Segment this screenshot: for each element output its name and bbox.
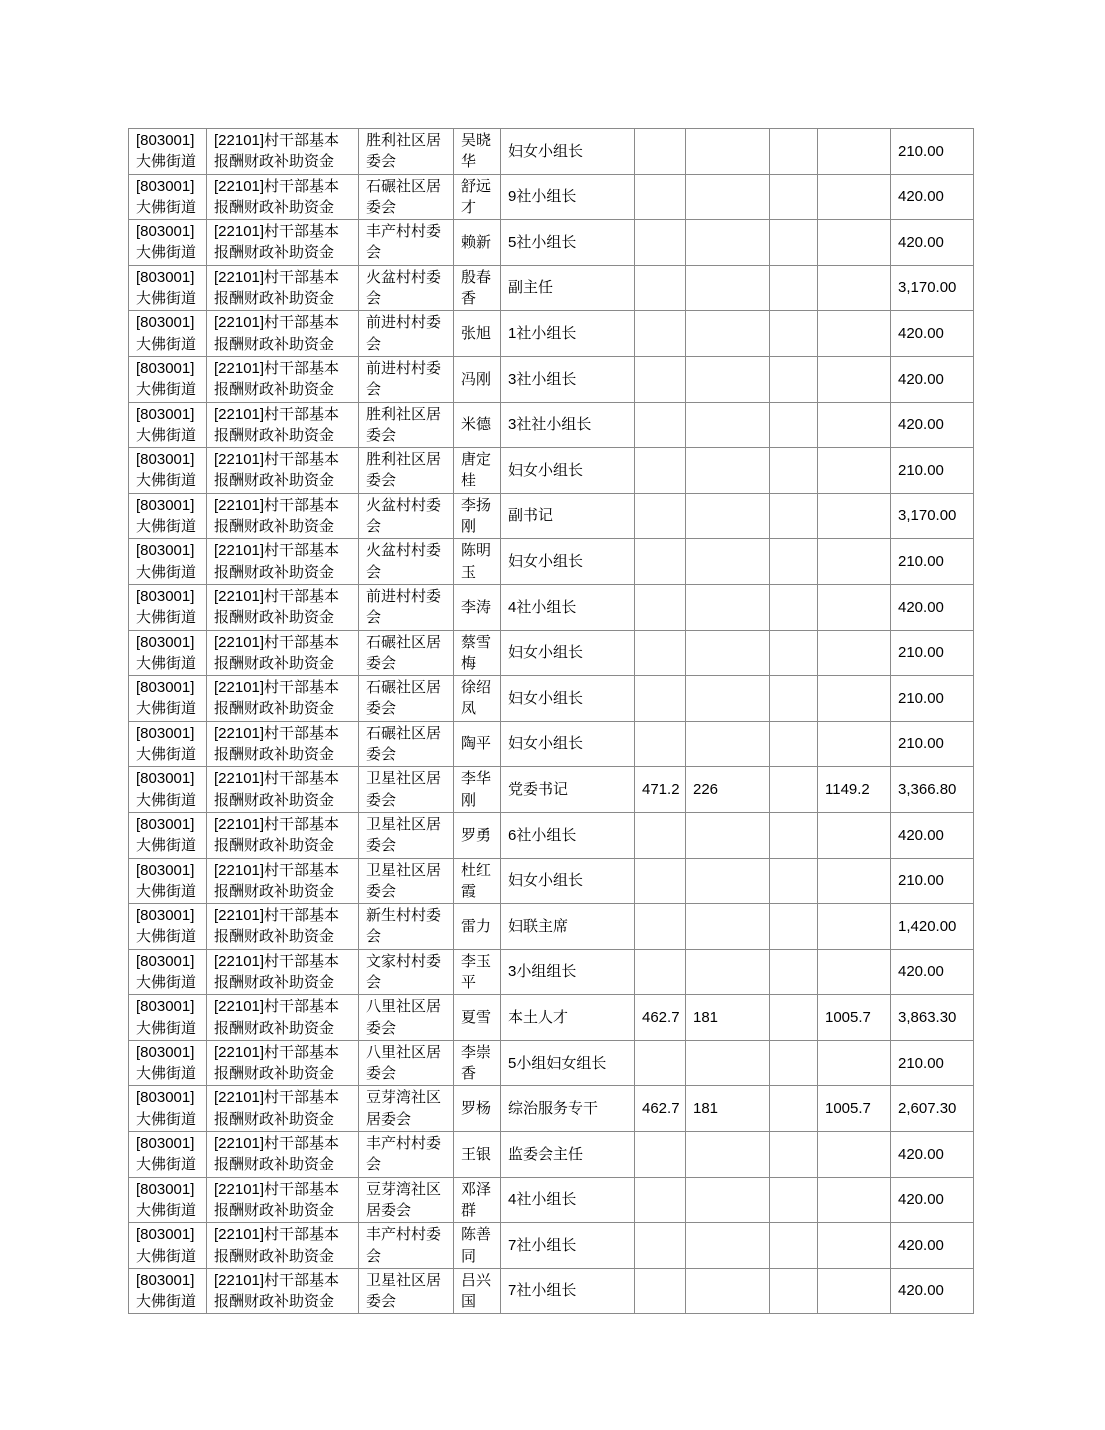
cell-amount: 210.00	[891, 1040, 974, 1086]
cell-project: [22101]村干部基本报酬财政补助资金	[207, 174, 359, 220]
cell-num3	[770, 265, 818, 311]
cell-num1	[635, 1132, 686, 1178]
table-row	[129, 949, 974, 995]
cell-amount: 3,366.80	[891, 767, 974, 813]
cell-num3	[770, 220, 818, 266]
table-row	[129, 448, 974, 494]
cell-num4	[818, 220, 891, 266]
cell-project: [22101]村干部基本报酬财政补助资金	[207, 356, 359, 402]
cell-amount: 210.00	[891, 858, 974, 904]
cell-num2: 226	[686, 767, 770, 813]
table-row	[129, 858, 974, 904]
cell-num2	[686, 174, 770, 220]
cell-num1	[635, 676, 686, 722]
cell-amount: 420.00	[891, 356, 974, 402]
cell-num3	[770, 904, 818, 950]
cell-project: [22101]村干部基本报酬财政补助资金	[207, 949, 359, 995]
cell-num1	[635, 265, 686, 311]
cell-num4	[818, 402, 891, 448]
cell-amount: 420.00	[891, 812, 974, 858]
cell-num2	[686, 129, 770, 175]
table-row	[129, 1268, 974, 1314]
cell-org: 卫星社区居委会	[359, 858, 454, 904]
cell-project: [22101]村干部基本报酬财政补助资金	[207, 1268, 359, 1314]
cell-amount: 420.00	[891, 949, 974, 995]
cell-num3	[770, 129, 818, 175]
cell-num4	[818, 904, 891, 950]
cell-person-name: 夏雪	[454, 995, 501, 1041]
cell-amount: 210.00	[891, 630, 974, 676]
cell-position: 4社小组长	[501, 1177, 635, 1223]
cell-dept: [803001]大佛街道	[129, 311, 207, 357]
cell-num1	[635, 448, 686, 494]
cell-person-name: 李涛	[454, 584, 501, 630]
cell-org: 豆芽湾社区居委会	[359, 1177, 454, 1223]
table-row	[129, 493, 974, 539]
cell-project: [22101]村干部基本报酬财政补助资金	[207, 539, 359, 585]
cell-num3	[770, 1086, 818, 1132]
cell-person-name: 吕兴国	[454, 1268, 501, 1314]
cell-org: 石碾社区居委会	[359, 174, 454, 220]
cell-num3	[770, 676, 818, 722]
cell-num4	[818, 721, 891, 767]
cell-dept: [803001]大佛街道	[129, 630, 207, 676]
cell-num4	[818, 812, 891, 858]
table-row	[129, 584, 974, 630]
cell-amount: 210.00	[891, 539, 974, 585]
cell-num1	[635, 311, 686, 357]
cell-org: 豆芽湾社区居委会	[359, 1086, 454, 1132]
cell-project: [22101]村干部基本报酬财政补助资金	[207, 630, 359, 676]
cell-num4	[818, 676, 891, 722]
cell-amount: 2,607.30	[891, 1086, 974, 1132]
cell-num2: 181	[686, 1086, 770, 1132]
cell-num1	[635, 584, 686, 630]
cell-num2	[686, 676, 770, 722]
cell-dept: [803001]大佛街道	[129, 174, 207, 220]
cell-num3	[770, 311, 818, 357]
cell-dept: [803001]大佛街道	[129, 1177, 207, 1223]
cell-project: [22101]村干部基本报酬财政补助资金	[207, 448, 359, 494]
cell-person-name: 邓泽群	[454, 1177, 501, 1223]
cell-num2	[686, 812, 770, 858]
cell-amount: 420.00	[891, 311, 974, 357]
cell-person-name: 蔡雪梅	[454, 630, 501, 676]
table-row	[129, 265, 974, 311]
cell-amount: 210.00	[891, 721, 974, 767]
cell-num2	[686, 265, 770, 311]
cell-position: 3小组组长	[501, 949, 635, 995]
cell-num3	[770, 356, 818, 402]
cell-num2	[686, 858, 770, 904]
cell-num4	[818, 174, 891, 220]
cell-position: 7社小组长	[501, 1223, 635, 1269]
cell-position: 妇女小组长	[501, 721, 635, 767]
cell-org: 石碾社区居委会	[359, 721, 454, 767]
cell-num4	[818, 129, 891, 175]
cell-num3	[770, 858, 818, 904]
cell-person-name: 殷春香	[454, 265, 501, 311]
cell-num1	[635, 1177, 686, 1223]
cell-num1	[635, 812, 686, 858]
cell-person-name: 唐定桂	[454, 448, 501, 494]
cell-dept: [803001]大佛街道	[129, 949, 207, 995]
cell-num4	[818, 493, 891, 539]
cell-amount: 420.00	[891, 1223, 974, 1269]
cell-dept: [803001]大佛街道	[129, 1086, 207, 1132]
cell-dept: [803001]大佛街道	[129, 904, 207, 950]
table-row	[129, 1223, 974, 1269]
cell-amount: 420.00	[891, 584, 974, 630]
cell-amount: 3,170.00	[891, 265, 974, 311]
cell-project: [22101]村干部基本报酬财政补助资金	[207, 676, 359, 722]
cell-dept: [803001]大佛街道	[129, 767, 207, 813]
table-row	[129, 1086, 974, 1132]
cell-position: 妇女小组长	[501, 448, 635, 494]
cell-person-name: 陈善同	[454, 1223, 501, 1269]
cell-num2	[686, 1268, 770, 1314]
cell-dept: [803001]大佛街道	[129, 265, 207, 311]
subsidy-detail-table	[128, 128, 974, 1314]
cell-position: 4社小组长	[501, 584, 635, 630]
cell-position: 3社社小组长	[501, 402, 635, 448]
cell-num4	[818, 1132, 891, 1178]
cell-num3	[770, 174, 818, 220]
cell-num4	[818, 949, 891, 995]
cell-project: [22101]村干部基本报酬财政补助资金	[207, 904, 359, 950]
cell-num4: 1149.2	[818, 767, 891, 813]
cell-project: [22101]村干部基本报酬财政补助资金	[207, 812, 359, 858]
cell-num4	[818, 448, 891, 494]
cell-dept: [803001]大佛街道	[129, 1132, 207, 1178]
cell-project: [22101]村干部基本报酬财政补助资金	[207, 995, 359, 1041]
cell-num1: 462.7	[635, 1086, 686, 1132]
table-row	[129, 356, 974, 402]
table-row	[129, 676, 974, 722]
cell-num4	[818, 630, 891, 676]
cell-position: 6社小组长	[501, 812, 635, 858]
cell-org: 火盆村村委会	[359, 265, 454, 311]
cell-org: 前进村村委会	[359, 584, 454, 630]
cell-amount: 1,420.00	[891, 904, 974, 950]
cell-org: 胜利社区居委会	[359, 129, 454, 175]
cell-num3	[770, 448, 818, 494]
cell-org: 石碾社区居委会	[359, 630, 454, 676]
cell-amount: 3,170.00	[891, 493, 974, 539]
table-row	[129, 630, 974, 676]
cell-amount: 420.00	[891, 1177, 974, 1223]
cell-dept: [803001]大佛街道	[129, 721, 207, 767]
cell-org: 火盆村村委会	[359, 539, 454, 585]
cell-project: [22101]村干部基本报酬财政补助资金	[207, 1223, 359, 1269]
cell-project: [22101]村干部基本报酬财政补助资金	[207, 1086, 359, 1132]
cell-num1	[635, 721, 686, 767]
cell-num2	[686, 356, 770, 402]
cell-dept: [803001]大佛街道	[129, 995, 207, 1041]
table-row	[129, 1040, 974, 1086]
cell-num4	[818, 1177, 891, 1223]
cell-num2	[686, 904, 770, 950]
cell-position: 妇联主席	[501, 904, 635, 950]
cell-dept: [803001]大佛街道	[129, 812, 207, 858]
cell-num3	[770, 539, 818, 585]
cell-num4	[818, 265, 891, 311]
cell-num3	[770, 721, 818, 767]
table-row	[129, 402, 974, 448]
cell-position: 妇女小组长	[501, 129, 635, 175]
cell-amount: 210.00	[891, 448, 974, 494]
cell-project: [22101]村干部基本报酬财政补助资金	[207, 402, 359, 448]
table-row	[129, 812, 974, 858]
cell-amount: 420.00	[891, 174, 974, 220]
cell-num4	[818, 539, 891, 585]
cell-person-name: 李扬刚	[454, 493, 501, 539]
table-row	[129, 311, 974, 357]
table-row	[129, 174, 974, 220]
cell-position: 妇女小组长	[501, 539, 635, 585]
cell-project: [22101]村干部基本报酬财政补助资金	[207, 584, 359, 630]
cell-person-name: 吴晓华	[454, 129, 501, 175]
cell-num1: 471.2	[635, 767, 686, 813]
cell-num4	[818, 1223, 891, 1269]
cell-position: 3社小组长	[501, 356, 635, 402]
cell-num4	[818, 1040, 891, 1086]
cell-num3	[770, 402, 818, 448]
cell-dept: [803001]大佛街道	[129, 129, 207, 175]
cell-num1	[635, 402, 686, 448]
cell-org: 丰产村村委会	[359, 1132, 454, 1178]
cell-num3	[770, 995, 818, 1041]
cell-project: [22101]村干部基本报酬财政补助资金	[207, 767, 359, 813]
cell-person-name: 罗杨	[454, 1086, 501, 1132]
table-row	[129, 1132, 974, 1178]
cell-position: 9社小组长	[501, 174, 635, 220]
cell-num3	[770, 1040, 818, 1086]
cell-amount: 3,863.30	[891, 995, 974, 1041]
cell-position: 妇女小组长	[501, 676, 635, 722]
cell-num2	[686, 949, 770, 995]
cell-org: 火盆村村委会	[359, 493, 454, 539]
cell-project: [22101]村干部基本报酬财政补助资金	[207, 311, 359, 357]
cell-num1	[635, 1268, 686, 1314]
cell-num4	[818, 311, 891, 357]
cell-num1	[635, 904, 686, 950]
cell-num2	[686, 402, 770, 448]
cell-position: 7社小组长	[501, 1268, 635, 1314]
table-row	[129, 539, 974, 585]
table-row	[129, 767, 974, 813]
cell-amount: 420.00	[891, 220, 974, 266]
cell-dept: [803001]大佛街道	[129, 676, 207, 722]
cell-project: [22101]村干部基本报酬财政补助资金	[207, 265, 359, 311]
cell-num3	[770, 812, 818, 858]
cell-position: 妇女小组长	[501, 858, 635, 904]
cell-org: 前进村村委会	[359, 311, 454, 357]
cell-dept: [803001]大佛街道	[129, 448, 207, 494]
cell-amount: 210.00	[891, 129, 974, 175]
cell-position: 5小组妇女组长	[501, 1040, 635, 1086]
cell-org: 卫星社区居委会	[359, 812, 454, 858]
cell-person-name: 王银	[454, 1132, 501, 1178]
cell-project: [22101]村干部基本报酬财政补助资金	[207, 1177, 359, 1223]
cell-num2	[686, 1177, 770, 1223]
cell-dept: [803001]大佛街道	[129, 356, 207, 402]
cell-org: 八里社区居委会	[359, 1040, 454, 1086]
cell-amount: 210.00	[891, 676, 974, 722]
cell-num2	[686, 1040, 770, 1086]
cell-num2	[686, 721, 770, 767]
cell-person-name: 雷力	[454, 904, 501, 950]
cell-num2: 181	[686, 995, 770, 1041]
cell-num4	[818, 858, 891, 904]
cell-num4	[818, 356, 891, 402]
cell-position: 党委书记	[501, 767, 635, 813]
cell-num1	[635, 858, 686, 904]
cell-dept: [803001]大佛街道	[129, 220, 207, 266]
cell-dept: [803001]大佛街道	[129, 539, 207, 585]
cell-num1	[635, 356, 686, 402]
table-row	[129, 904, 974, 950]
cell-num3	[770, 767, 818, 813]
cell-num3	[770, 949, 818, 995]
cell-dept: [803001]大佛街道	[129, 493, 207, 539]
cell-num4	[818, 584, 891, 630]
table-row	[129, 995, 974, 1041]
table-body	[129, 129, 974, 1314]
cell-person-name: 米德	[454, 402, 501, 448]
cell-org: 文家村村委会	[359, 949, 454, 995]
cell-dept: [803001]大佛街道	[129, 402, 207, 448]
cell-org: 新生村村委会	[359, 904, 454, 950]
cell-num1	[635, 1223, 686, 1269]
table-row	[129, 721, 974, 767]
cell-dept: [803001]大佛街道	[129, 1223, 207, 1269]
cell-num1	[635, 220, 686, 266]
cell-num2	[686, 1223, 770, 1269]
cell-num1	[635, 129, 686, 175]
cell-num3	[770, 630, 818, 676]
cell-num3	[770, 1268, 818, 1314]
table-row	[129, 220, 974, 266]
cell-position: 本土人才	[501, 995, 635, 1041]
cell-org: 石碾社区居委会	[359, 676, 454, 722]
cell-num2	[686, 311, 770, 357]
cell-position: 监委会主任	[501, 1132, 635, 1178]
cell-amount: 420.00	[891, 1268, 974, 1314]
cell-position: 副书记	[501, 493, 635, 539]
cell-amount: 420.00	[891, 402, 974, 448]
cell-num2	[686, 493, 770, 539]
cell-person-name: 陶平	[454, 721, 501, 767]
cell-person-name: 陈明玉	[454, 539, 501, 585]
cell-person-name: 徐绍凤	[454, 676, 501, 722]
cell-num2	[686, 584, 770, 630]
cell-num3	[770, 1132, 818, 1178]
cell-person-name: 李崇香	[454, 1040, 501, 1086]
cell-org: 胜利社区居委会	[359, 402, 454, 448]
cell-num4	[818, 1268, 891, 1314]
cell-person-name: 李玉平	[454, 949, 501, 995]
cell-person-name: 赖新	[454, 220, 501, 266]
cell-num4: 1005.7	[818, 995, 891, 1041]
cell-num2	[686, 448, 770, 494]
cell-position: 妇女小组长	[501, 630, 635, 676]
cell-amount: 420.00	[891, 1132, 974, 1178]
cell-dept: [803001]大佛街道	[129, 858, 207, 904]
cell-project: [22101]村干部基本报酬财政补助资金	[207, 721, 359, 767]
cell-project: [22101]村干部基本报酬财政补助资金	[207, 1040, 359, 1086]
cell-org: 丰产村村委会	[359, 1223, 454, 1269]
cell-num1	[635, 493, 686, 539]
cell-dept: [803001]大佛街道	[129, 1268, 207, 1314]
cell-num1	[635, 539, 686, 585]
cell-project: [22101]村干部基本报酬财政补助资金	[207, 1132, 359, 1178]
cell-dept: [803001]大佛街道	[129, 1040, 207, 1086]
cell-num1	[635, 174, 686, 220]
cell-num1	[635, 949, 686, 995]
cell-num1	[635, 1040, 686, 1086]
cell-org: 八里社区居委会	[359, 995, 454, 1041]
cell-org: 前进村村委会	[359, 356, 454, 402]
cell-num2	[686, 1132, 770, 1178]
cell-org: 丰产村村委会	[359, 220, 454, 266]
cell-dept: [803001]大佛街道	[129, 584, 207, 630]
cell-num3	[770, 1223, 818, 1269]
cell-org: 卫星社区居委会	[359, 767, 454, 813]
cell-person-name: 舒远才	[454, 174, 501, 220]
cell-num1: 462.7	[635, 995, 686, 1041]
cell-num2	[686, 630, 770, 676]
cell-person-name: 杜红霞	[454, 858, 501, 904]
cell-project: [22101]村干部基本报酬财政补助资金	[207, 220, 359, 266]
cell-org: 胜利社区居委会	[359, 448, 454, 494]
cell-project: [22101]村干部基本报酬财政补助资金	[207, 129, 359, 175]
cell-position: 副主任	[501, 265, 635, 311]
cell-person-name: 张旭	[454, 311, 501, 357]
cell-person-name: 罗勇	[454, 812, 501, 858]
cell-position: 5社小组长	[501, 220, 635, 266]
cell-org: 卫星社区居委会	[359, 1268, 454, 1314]
cell-num3	[770, 1177, 818, 1223]
cell-project: [22101]村干部基本报酬财政补助资金	[207, 493, 359, 539]
cell-project: [22101]村干部基本报酬财政补助资金	[207, 858, 359, 904]
table-row	[129, 1177, 974, 1223]
cell-num2	[686, 220, 770, 266]
cell-num3	[770, 584, 818, 630]
cell-person-name: 冯刚	[454, 356, 501, 402]
cell-num1	[635, 630, 686, 676]
cell-num4: 1005.7	[818, 1086, 891, 1132]
table-row	[129, 129, 974, 175]
cell-position: 综治服务专干	[501, 1086, 635, 1132]
cell-person-name: 李华刚	[454, 767, 501, 813]
cell-num3	[770, 493, 818, 539]
cell-num2	[686, 539, 770, 585]
cell-position: 1社小组长	[501, 311, 635, 357]
